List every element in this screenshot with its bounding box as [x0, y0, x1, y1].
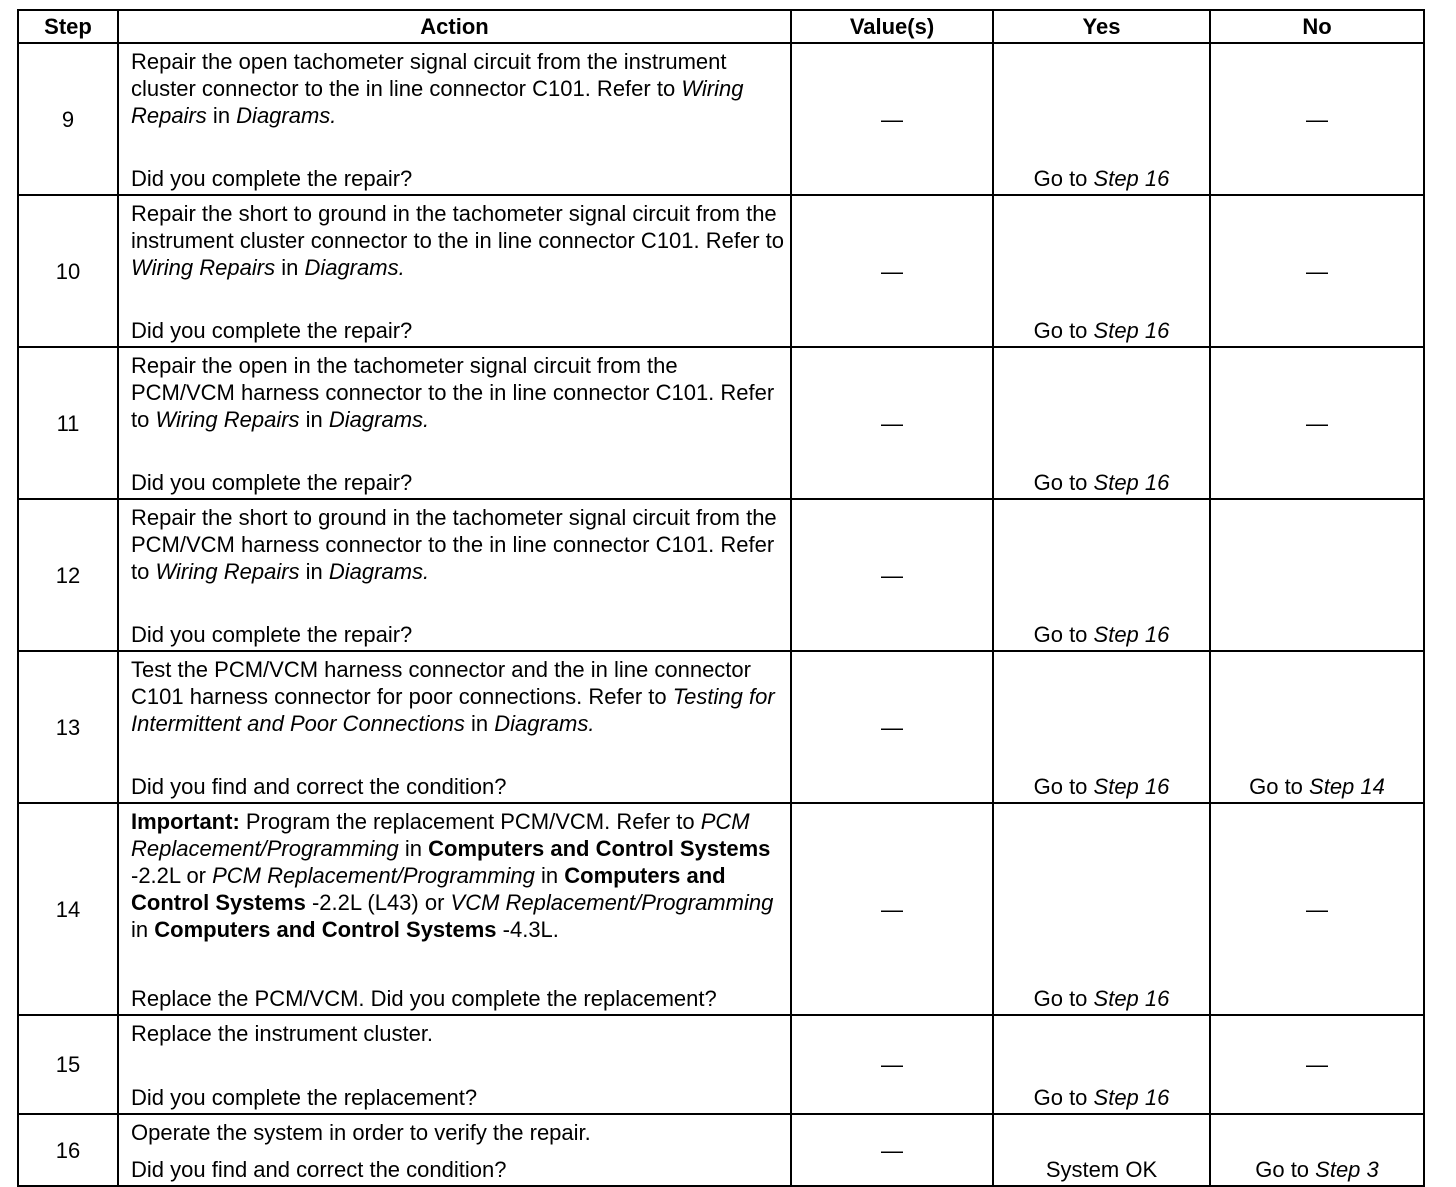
- question-text: Did you find and correct the condition?: [131, 774, 507, 799]
- diagnostic-table: [17, 9, 1425, 1187]
- action-text: [119, 500, 790, 585]
- action-text: [119, 196, 790, 281]
- action-fragment: Program the replacement PCM/VCM. Refer to: [239, 809, 701, 834]
- action-fragment: in: [275, 255, 305, 280]
- yes-goto-prefix: Go to: [1033, 166, 1094, 191]
- action-text: [119, 804, 790, 943]
- yes-cell: [993, 347, 1210, 499]
- step-number: 14: [18, 803, 118, 1015]
- reference-link-text: Testing for Intermittent and Poor Connections: [131, 684, 775, 736]
- no-cell: [1210, 651, 1424, 803]
- yes-goto-prefix: System OK: [1045, 1157, 1158, 1182]
- reference-link-text: Diagrams.: [304, 255, 405, 280]
- reference-link-text: Diagrams.: [328, 407, 430, 432]
- yes-goto-prefix: Go to: [1033, 1085, 1094, 1110]
- action-cell: [118, 1114, 791, 1186]
- action-fragment: in: [206, 103, 237, 128]
- action-fragment: Repair the open tachometer signal circuit from the instrument cluster connector to the in line connector C101. Refer to: [131, 49, 727, 101]
- action-cell: [118, 803, 791, 1015]
- table-row: [18, 1015, 1424, 1114]
- yes-goto: [994, 165, 1209, 192]
- step-number: 10: [18, 195, 118, 347]
- value-cell: —: [791, 499, 993, 651]
- yes-goto: [994, 773, 1209, 800]
- question-text: Did you complete the repair?: [131, 166, 413, 191]
- no-goto-step: Step 14: [1309, 774, 1385, 799]
- action-cell: [118, 195, 791, 347]
- action-fragment: Operate the system in order to verify the repair.: [131, 1120, 591, 1145]
- action-fragment: Repair the short to ground in the tachometer signal circuit from the instrument cluster connector to the in line connector C101. Refer to: [131, 201, 785, 253]
- header-step: Step: [18, 10, 118, 43]
- reference-link-text: Wiring Repairs: [155, 407, 300, 432]
- value-cell: —: [791, 43, 993, 195]
- yes-goto-prefix: Go to: [1033, 986, 1094, 1011]
- yes-goto-prefix: Go to: [1033, 318, 1094, 343]
- reference-link-text: Wiring Repairs: [131, 255, 276, 280]
- no-cell: —: [1210, 195, 1424, 347]
- emphasis-text: Computers and Control Systems: [131, 863, 726, 915]
- no-cell: [1210, 499, 1424, 651]
- yes-goto-step: Step 16: [1093, 318, 1170, 343]
- action-fragment: -4.3L.: [496, 917, 559, 942]
- question-text: Did you complete the replacement?: [131, 1085, 478, 1110]
- header-yes: Yes: [993, 10, 1210, 43]
- reference-link-text: PCM Replacement/Programming: [131, 809, 750, 861]
- yes-cell: [993, 1015, 1210, 1114]
- reference-link-text: Wiring Repairs: [155, 559, 300, 584]
- reference-link-text: Diagrams.: [328, 559, 430, 584]
- table-row: [18, 499, 1424, 651]
- emphasis-text: Computers and Control Systems: [154, 917, 497, 942]
- question-text: Did you complete the repair?: [131, 622, 413, 647]
- step-number: 11: [18, 347, 118, 499]
- no-goto-prefix: Go to: [1255, 1157, 1316, 1182]
- yes-goto: [994, 1156, 1209, 1183]
- yes-goto: [994, 317, 1209, 344]
- action-text: [119, 1115, 790, 1146]
- action-text: [119, 44, 790, 129]
- reference-link-text: VCM Replacement/Programming: [450, 890, 774, 915]
- step-number: 12: [18, 499, 118, 651]
- value-cell: —: [791, 803, 993, 1015]
- no-cell: —: [1210, 347, 1424, 499]
- yes-goto-step: Step 16: [1093, 470, 1170, 495]
- header-row: [18, 10, 1424, 43]
- action-fragment: -2.2L (L43) or: [305, 890, 451, 915]
- header-values: Value(s): [791, 10, 993, 43]
- action-fragment: in: [299, 407, 329, 432]
- table-row: [18, 803, 1424, 1015]
- table-row: [18, 43, 1424, 195]
- yes-cell: [993, 803, 1210, 1015]
- yes-cell: [993, 195, 1210, 347]
- table-row: [18, 195, 1424, 347]
- action-fragment: in: [534, 863, 565, 888]
- value-cell: —: [791, 195, 993, 347]
- yes-goto-step: Step 16: [1093, 774, 1170, 799]
- yes-goto-step: Step 16: [1093, 166, 1170, 191]
- yes-goto-step: Step 16: [1093, 622, 1170, 647]
- question-text: Did you complete the repair?: [131, 318, 413, 343]
- no-cell: —: [1210, 803, 1424, 1015]
- action-text: [119, 348, 790, 433]
- no-goto: [1211, 1156, 1423, 1183]
- action-fragment: in: [131, 917, 155, 942]
- header-no: No: [1210, 10, 1424, 43]
- emphasis-text: Important:: [131, 809, 240, 834]
- step-number: 9: [18, 43, 118, 195]
- yes-goto: [994, 621, 1209, 648]
- action-cell: [118, 1015, 791, 1114]
- action-fragment: in: [398, 836, 429, 861]
- emphasis-text: Computers and Control Systems: [428, 836, 771, 861]
- yes-cell: [993, 43, 1210, 195]
- yes-goto: [994, 985, 1209, 1012]
- table-row: [18, 1114, 1424, 1186]
- yes-cell: [993, 1114, 1210, 1186]
- value-cell: —: [791, 1015, 993, 1114]
- no-cell: —: [1210, 1015, 1424, 1114]
- value-cell: —: [791, 347, 993, 499]
- table-row: [18, 651, 1424, 803]
- question-text: Did you complete the repair?: [131, 470, 413, 495]
- yes-goto: [994, 1084, 1209, 1111]
- action-cell: [118, 347, 791, 499]
- step-number: 13: [18, 651, 118, 803]
- action-text: [119, 652, 790, 737]
- action-cell: [118, 43, 791, 195]
- step-number: 15: [18, 1015, 118, 1114]
- reference-link-text: Wiring Repairs: [131, 76, 744, 128]
- no-goto-step: Step 3: [1315, 1157, 1379, 1182]
- question-text: Did you find and correct the condition?: [131, 1157, 507, 1182]
- value-cell: —: [791, 1114, 993, 1186]
- action-fragment: in: [464, 711, 495, 736]
- value-cell: —: [791, 651, 993, 803]
- yes-goto-prefix: Go to: [1033, 470, 1094, 495]
- table-row: [18, 347, 1424, 499]
- action-fragment: in: [299, 559, 329, 584]
- yes-cell: [993, 499, 1210, 651]
- reference-link-text: PCM Replacement/Programming: [212, 863, 535, 888]
- action-cell: [118, 651, 791, 803]
- no-cell: —: [1210, 43, 1424, 195]
- yes-goto: [994, 469, 1209, 496]
- question-text: Replace the PCM/VCM. Did you complete the replacement?: [131, 986, 717, 1011]
- reference-link-text: Diagrams.: [236, 103, 337, 128]
- yes-goto-prefix: Go to: [1033, 774, 1094, 799]
- header-action: Action: [118, 10, 791, 43]
- action-fragment: -2.2L or: [131, 863, 213, 888]
- action-fragment: Test the PCM/VCM harness connector and the in line connector C101 harness connector for poor connections. Refer to: [131, 657, 751, 709]
- yes-goto-step: Step 16: [1093, 1085, 1170, 1110]
- yes-goto-step: Step 16: [1093, 986, 1170, 1011]
- step-number: 16: [18, 1114, 118, 1186]
- action-fragment: Replace the instrument cluster.: [131, 1021, 434, 1046]
- action-fragment: Repair the open in the tachometer signal circuit from the PCM/VCM harness connector to the in line connector C101. Refer to: [131, 353, 775, 432]
- no-goto: [1211, 773, 1423, 800]
- reference-link-text: Diagrams.: [494, 711, 595, 736]
- yes-cell: [993, 651, 1210, 803]
- action-text: [119, 1016, 790, 1047]
- action-cell: [118, 499, 791, 651]
- no-goto-prefix: Go to: [1249, 774, 1310, 799]
- no-cell: [1210, 1114, 1424, 1186]
- yes-goto-prefix: Go to: [1033, 622, 1094, 647]
- action-fragment: Repair the short to ground in the tachometer signal circuit from the PCM/VCM harness connector to the in line connector C101. Refer to: [131, 505, 777, 584]
